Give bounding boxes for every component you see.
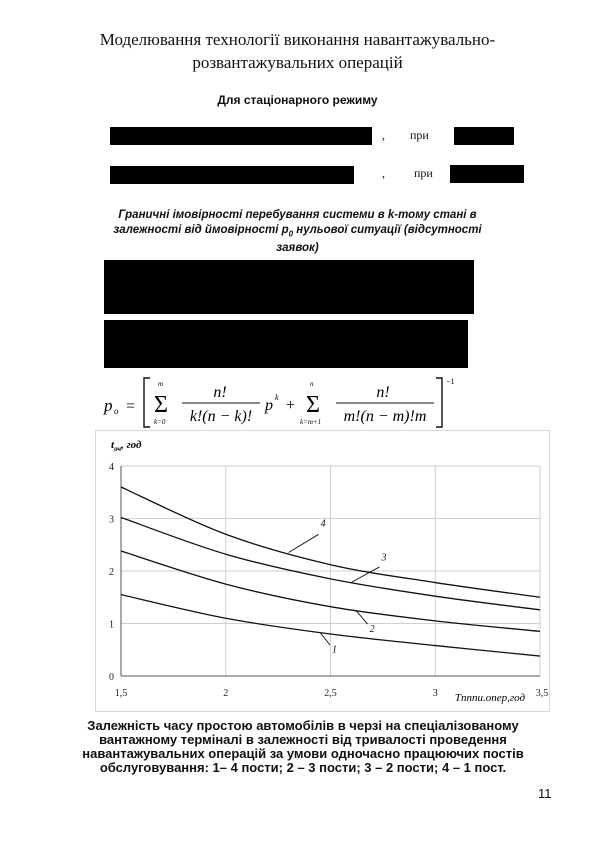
- formula-lhs: p: [104, 396, 113, 415]
- sum2-sigma: Σ: [306, 392, 320, 418]
- page-title-line1: Моделювання технології виконання навантажувально-: [99, 30, 496, 49]
- chart-ylabel: $t_{оч}$, год: [111, 439, 142, 453]
- equation-1-condition: при: [410, 128, 429, 142]
- formula-equals: =: [126, 398, 136, 415]
- subtitle: Для стаціонарного режиму: [217, 93, 378, 107]
- redacted-condition-2: [450, 165, 524, 183]
- caption-top-part: Граничні імовірності перебування системи в: [118, 209, 388, 221]
- sum2-bottom: k=m+1: [300, 418, 322, 426]
- frac1-denominator: k!(n − k)!: [189, 408, 253, 425]
- chart-xlabel: Tпппи.опер,год: [454, 692, 526, 704]
- page-number: 11: [538, 786, 552, 801]
- frac2-numerator: n!: [376, 384, 390, 401]
- power-exponent: k: [275, 393, 279, 402]
- y-tick-label: 1: [109, 619, 114, 631]
- sum1-top: m: [158, 380, 164, 388]
- x-tick-label: 1,5: [114, 688, 128, 699]
- y-tick-label: 3: [109, 514, 114, 526]
- equation-2-separator: ,: [382, 166, 385, 180]
- formula-plus: +: [286, 397, 296, 414]
- equation-1-separator: ,: [382, 128, 385, 142]
- caption-top: [100, 208, 495, 256]
- frac1-numerator: n!: [213, 384, 227, 401]
- annotation-label-4: 4: [320, 518, 326, 530]
- caption-top-p: p: [281, 224, 289, 236]
- equation-2-condition: при: [414, 166, 433, 180]
- sum1-bottom: k=0: [154, 418, 166, 426]
- x-tick-label: 2,5: [324, 688, 337, 699]
- y-tick-label: 4: [109, 462, 114, 473]
- formula-left-bracket: [144, 378, 150, 427]
- x-tick-label: 3,5: [535, 688, 549, 699]
- formula-lhs-sub: o: [114, 406, 119, 416]
- y-tick-label: 2: [109, 567, 114, 578]
- caption-top-k: k: [387, 209, 395, 221]
- page-title: [40, 28, 555, 74]
- sum1-sigma: Σ: [154, 392, 168, 418]
- redacted-equation-1: [110, 127, 372, 145]
- sum2-top: n: [310, 380, 314, 388]
- frac2-denominator: m!(n − m)!m: [343, 408, 427, 425]
- redacted-formula-block-1: [104, 260, 474, 314]
- annotation-label-2: 2: [369, 624, 375, 636]
- caption-top-part: нульової ситуації (відсутності заявок): [276, 224, 482, 255]
- redacted-formula-block-2: [104, 320, 468, 368]
- page-title-line2: розвантажувальних операцій: [192, 53, 403, 72]
- formula-right-bracket: [436, 378, 442, 427]
- caption-top-p-sub: 0: [288, 229, 294, 239]
- annotation-label-1: 1: [332, 644, 338, 656]
- caption-bottom: Залежність часу простою автомобілів в черзі на спеціалізованому вантажному терміналі в залежності від тривалості проведення навантажувальних операцій за умови одночасно працюючих постів обслуговування: 1– 4 пости; 2 – 3 пости; 3 – 2 пости; 4 – 1 пост.: [82, 718, 524, 775]
- formula-outer-exponent: −1: [446, 377, 455, 386]
- annotation-label-3: 3: [381, 552, 387, 564]
- caption-top-part: -тому стані в залежності від ймовірності: [113, 209, 477, 236]
- x-tick-label: 2: [223, 688, 229, 699]
- chart: [95, 430, 550, 712]
- redacted-equation-2: [110, 166, 354, 184]
- y-tick-label: 0: [109, 672, 114, 683]
- power-base: p: [265, 397, 273, 414]
- p0-formula: [100, 374, 470, 430]
- x-tick-label: 3: [432, 688, 438, 699]
- redacted-condition-1: [454, 127, 514, 145]
